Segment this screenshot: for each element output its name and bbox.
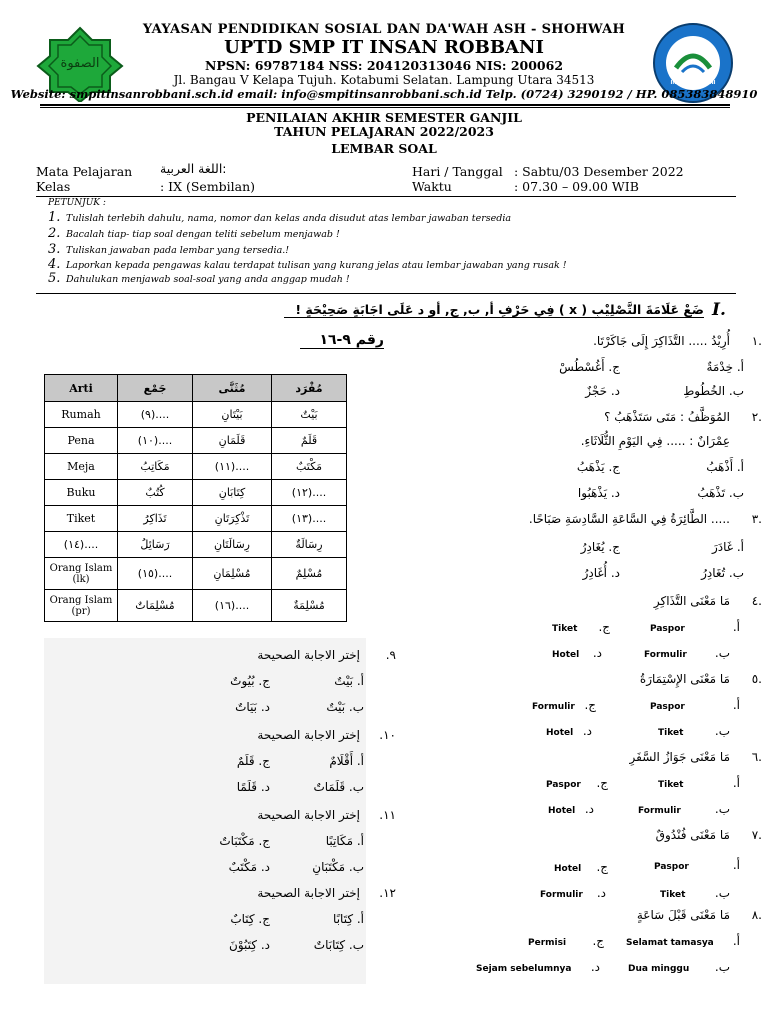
question-number: .١٢ (379, 886, 396, 900)
time-label: Waktu (412, 179, 452, 194)
exam-year: TAHUN PELAJARAN 2022/2023 (274, 124, 494, 139)
option-d[interactable]: د. كِتَبُوْنَ (229, 938, 270, 952)
table-cell: (١٦).... (193, 590, 272, 622)
option-c[interactable]: Formulir (532, 702, 575, 712)
option-b[interactable]: ب. تَذْهَبُ (697, 486, 744, 500)
question-number: ٢. (751, 410, 762, 424)
option-a[interactable]: Selamat tamasya (626, 938, 714, 948)
table-cell: كِتَابَانِ (193, 480, 272, 506)
table-header: Arti (45, 375, 118, 402)
option-b[interactable]: Tiket (660, 890, 686, 900)
table-row (45, 428, 347, 454)
question-number: ٦. (751, 750, 762, 764)
table-header: جَمْع (118, 375, 193, 402)
table-cell: (٩).... (118, 402, 193, 428)
letter-d: د. (582, 724, 592, 738)
section-range: رقم ٩-١٦ (300, 332, 384, 349)
option-c[interactable]: ج. بُيُوتٌ (230, 674, 270, 688)
option-a[interactable]: أ. خِدْمَةٌ (706, 360, 744, 374)
option-a[interactable]: Paspor (654, 862, 689, 872)
day-label: Hari / Tanggal (412, 164, 503, 179)
option-a[interactable]: أ. مَكَاتِبًا (325, 834, 364, 848)
option-a[interactable]: أ. أَذْهَبُ (706, 460, 744, 474)
option-b[interactable]: Dua minggu (628, 964, 690, 974)
option-c[interactable]: ج. كِتَابٌ (230, 912, 270, 926)
table-header: مُثَنَّى (193, 375, 272, 402)
table-cell: (١٣).... (272, 506, 347, 532)
section-number: I. (712, 300, 726, 320)
table-row (45, 506, 347, 532)
table-cell: كُتُبٌ (118, 480, 193, 506)
time-value: : 07.30 – 09.00 WIB (514, 179, 639, 194)
question-number: ٨. (751, 908, 762, 922)
letter-b: ب. (714, 960, 730, 974)
table-cell: رَسَائِلُ (118, 532, 193, 558)
letter-d: د. (590, 960, 600, 974)
question-prompt: مَا مَعْنَى قَبْلَ سَاعَةٍ (636, 908, 730, 922)
letter-c: ج. (596, 776, 608, 790)
option-c[interactable]: Paspor (546, 780, 581, 790)
table-header-row (45, 375, 347, 402)
question-number: ١. (751, 334, 762, 348)
subject-label: Mata Pelajaran (36, 164, 133, 179)
class-label: Kelas (36, 179, 71, 194)
option-b[interactable]: Formulir (638, 806, 681, 816)
header-divider-thin (40, 107, 730, 108)
option-d[interactable]: د. يَذْهَبُوا (577, 486, 620, 500)
question-number: ٣. (751, 512, 762, 526)
option-a[interactable]: أ. كِتَابًا (333, 912, 364, 926)
table-cell: مُسْلِمَانِ (193, 558, 272, 590)
table-row (45, 454, 347, 480)
letter-b: ب. (714, 646, 730, 660)
option-b[interactable]: Formulir (644, 650, 687, 660)
letter-d: د. (592, 646, 602, 660)
table-cell: Tiket (45, 506, 118, 532)
foundation-name: YAYASAN PENDIDIKAN SOSIAL DAN DA'WAH ASH - SHOHWAH (142, 22, 626, 37)
option-a[interactable]: أ. أَقْلَامٌ (329, 754, 364, 768)
question-number: ٧. (751, 828, 762, 842)
table-row (45, 480, 347, 506)
table-cell: (١٥).... (118, 558, 193, 590)
option-c[interactable]: ج. يَذْهَبُ (576, 460, 620, 474)
question-number: ٤. (751, 594, 762, 608)
question-number: .١٠ (379, 728, 396, 742)
question-prompt: أُرِيْدُ ..... التَّذَاكِرَ إِلَى جَاكَرْتَا. (593, 334, 730, 348)
option-a[interactable]: Paspor (650, 624, 685, 634)
option-a[interactable]: Tiket (658, 780, 684, 790)
table-row (45, 558, 347, 590)
table-cell: تَذَاكِرُ (118, 506, 193, 532)
table-cell: مَكَاتِبُ (118, 454, 193, 480)
letter-c: ج. (584, 698, 596, 712)
table-cell: قَلَمٌ (272, 428, 347, 454)
letter-a: أ. (732, 698, 740, 712)
option-a[interactable]: أ. بَيْتٌ (334, 674, 364, 688)
question-prompt: إختر الاجابة الصحيحة (257, 886, 360, 900)
option-c[interactable]: ج. مَكْتَبَاتٌ (219, 834, 270, 848)
subject-value: :اللغة العربية (160, 161, 227, 176)
letter-c: ج. (592, 934, 604, 948)
instruction-item: 1. Tulislah terlebih dahulu, nama, nomor dan kelas anda disudut atas lembar jawaban tersedia (48, 210, 512, 225)
table-cell: Pena (45, 428, 118, 454)
option-d[interactable]: Hotel (552, 650, 580, 660)
question-prompt: مَا مَعْنَى فُنْدُوقٌ (655, 828, 730, 842)
question-prompt: ..... الطَّائِرَةُ فِي السَّاعَةِ السَّادِسَةِ صَبَاحًا. (528, 512, 730, 526)
option-c[interactable]: ج. يُغَادِرُ (580, 540, 620, 554)
letter-b: ب. (714, 886, 730, 900)
letter-a: أ. (732, 776, 740, 790)
vocabulary-table (44, 374, 347, 622)
school-name: UPTD SMP IT INSAN ROBBANI (224, 37, 544, 58)
instructions-title: PETUNJUK : (48, 198, 106, 208)
table-row (45, 402, 347, 428)
day-value: : Sabtu/03 Desember 2022 (514, 164, 684, 179)
question-prompt-line2: عِمْرَانٌ : ..... فِي اليَوْمِ الثُّلَاثَاءِ. (580, 434, 730, 448)
question-number: ٥. (751, 672, 762, 686)
question-number: .٩ (385, 648, 396, 662)
table-row (45, 532, 347, 558)
section-instruction: ضَعْ عَلَامَةَ التَّصْلِيْبِ ( x ) فِي حَرْفِ أ, ب, ج, أو د عَلَى اجَابَةٍ صَحِيْحَةٍ ! (284, 302, 704, 318)
question-prompt: إختر الاجابة الصحيحة (257, 728, 360, 742)
table-cell: مُسْلِمٌ (272, 558, 347, 590)
letter-a: أ. (732, 934, 740, 948)
question-prompt: مَا مَعْنَى التَّذَاكِرِ (653, 594, 730, 608)
question-prompt: إختر الاجابة الصحيحة (257, 808, 360, 822)
option-b[interactable]: ب. تُغَادِرُ (701, 566, 744, 580)
letter-d: د. (596, 886, 606, 900)
option-b[interactable]: ب. بَيْتٌ (326, 700, 364, 714)
header-divider (40, 104, 730, 106)
school-ids: NPSN: 69787184 NSS: 204120313046 NIS: 200062 (204, 58, 564, 73)
table-cell: Rumah (45, 402, 118, 428)
option-c[interactable]: Permisi (528, 938, 567, 948)
option-b[interactable]: Tiket (658, 728, 684, 738)
letter-c: ج. (598, 620, 610, 634)
question-prompt: مَا مَعْنَى الإِسْتِمَارَةُ (639, 672, 730, 686)
option-c[interactable]: Hotel (554, 864, 582, 874)
letter-b: ب. (714, 724, 730, 738)
table-header: مُفْرَد (272, 375, 347, 402)
question-number: .١١ (379, 808, 396, 822)
table-cell: (١١).... (193, 454, 272, 480)
table-cell: بَيْتَانِ (193, 402, 272, 428)
option-d[interactable]: د. مَكْتَبٌ (228, 860, 270, 874)
table-cell: مُسْلِمَةٌ (272, 590, 347, 622)
option-a[interactable]: Paspor (650, 702, 685, 712)
option-d[interactable]: Sejam sebelumnya (476, 964, 572, 974)
option-c[interactable]: Tiket (552, 624, 578, 634)
table-cell: بَيْتٌ (272, 402, 347, 428)
table-cell: تَذْكِرَتَانِ (193, 506, 272, 532)
exam-title: PENILAIAN AKHIR SEMESTER GANJIL (246, 110, 522, 125)
class-value: : IX (Sembilan) (160, 179, 256, 194)
question-prompt: المُوَظَّفُ : مَتَى سَتَذْهَبُ ؟ (604, 410, 730, 424)
question-prompt: إختر الاجابة الصحيحة (257, 648, 360, 662)
instruction-item: 5. Dahulukan menjawab soal-soal yang anda anggap mudah ! (48, 271, 350, 286)
table-row (45, 590, 347, 622)
table-cell: رِسَالَةٌ (272, 532, 347, 558)
table-cell: Orang Islam (pr) (45, 590, 118, 622)
letter-c: ج. (596, 860, 608, 874)
option-d[interactable]: Hotel (546, 728, 574, 738)
table-cell: مُسْلِمَاتٌ (118, 590, 193, 622)
table-cell: رِسَالَتَانِ (193, 532, 272, 558)
option-d[interactable]: د. قَلَمًا (236, 780, 270, 794)
option-d[interactable]: د. بَيَاتٌ (235, 700, 270, 714)
option-d[interactable]: د. حَجْزٌ (585, 384, 620, 398)
school-address: Jl. Bangau V Kelapa Tujuh. Kotabumi Selatan. Lampung Utara 34513 (173, 73, 595, 87)
option-a[interactable]: أ. غَادَرَ (711, 540, 744, 554)
letter-d: د. (584, 802, 594, 816)
instruction-item: 4. Laporkan kepada pengawas kalau terdapat tulisan yang kurang jelas atau lembar jawaban yang rusak ! (48, 257, 567, 272)
letter-b: ب. (714, 802, 730, 816)
letter-a: أ. (732, 858, 740, 872)
table-cell: (١٢).... (272, 480, 347, 506)
option-b[interactable]: ب. مَكْتَبَانِ (312, 860, 364, 874)
option-b[interactable]: ب. الخُطُوطِ (683, 384, 744, 398)
table-cell: Meja (45, 454, 118, 480)
table-cell: Buku (45, 480, 118, 506)
logo-right-text: INSAN ROBBANI (670, 80, 716, 86)
option-d[interactable]: Hotel (548, 806, 576, 816)
option-c[interactable]: ج. أَغُسْطُسْ (559, 360, 620, 374)
letter-a: أ. (732, 620, 740, 634)
option-c[interactable]: ج. قَلَمٌ (236, 754, 270, 768)
table-cell: (١٠).... (118, 428, 193, 454)
option-b[interactable]: ب. كِتَابَاتٌ (313, 938, 364, 952)
table-cell: قَلَمَانِ (193, 428, 272, 454)
instruction-item: 2. Bacalah tiap- tiap soal dengan teliti sebelum menjawab ! (48, 226, 340, 241)
school-contact: Website: smpitinsanrobbani.sch.id email: info@smpitinsanrobbani.sch.id Telp. (0724) 3290192 / HP. 085383848910 (10, 87, 758, 101)
table-cell: (١٤).... (45, 532, 118, 558)
exam-sheet-label: LEMBAR SOAL (331, 141, 437, 156)
question-prompt: مَا مَعْنَى جَوَازُ السَّفَرِ (629, 750, 730, 764)
table-cell: مَكْتَبٌ (272, 454, 347, 480)
table-cell: Orang Islam (lk) (45, 558, 118, 590)
option-d[interactable]: Formulir (540, 890, 583, 900)
option-b[interactable]: ب. قَلَمَاتٌ (313, 780, 364, 794)
instruction-item: 3. Tuliskan jawaban pada lembar yang tersedia.! (48, 242, 290, 257)
logo-left-text: الصفوة (60, 56, 100, 71)
option-d[interactable]: د. أُغَادِرُ (582, 566, 620, 580)
